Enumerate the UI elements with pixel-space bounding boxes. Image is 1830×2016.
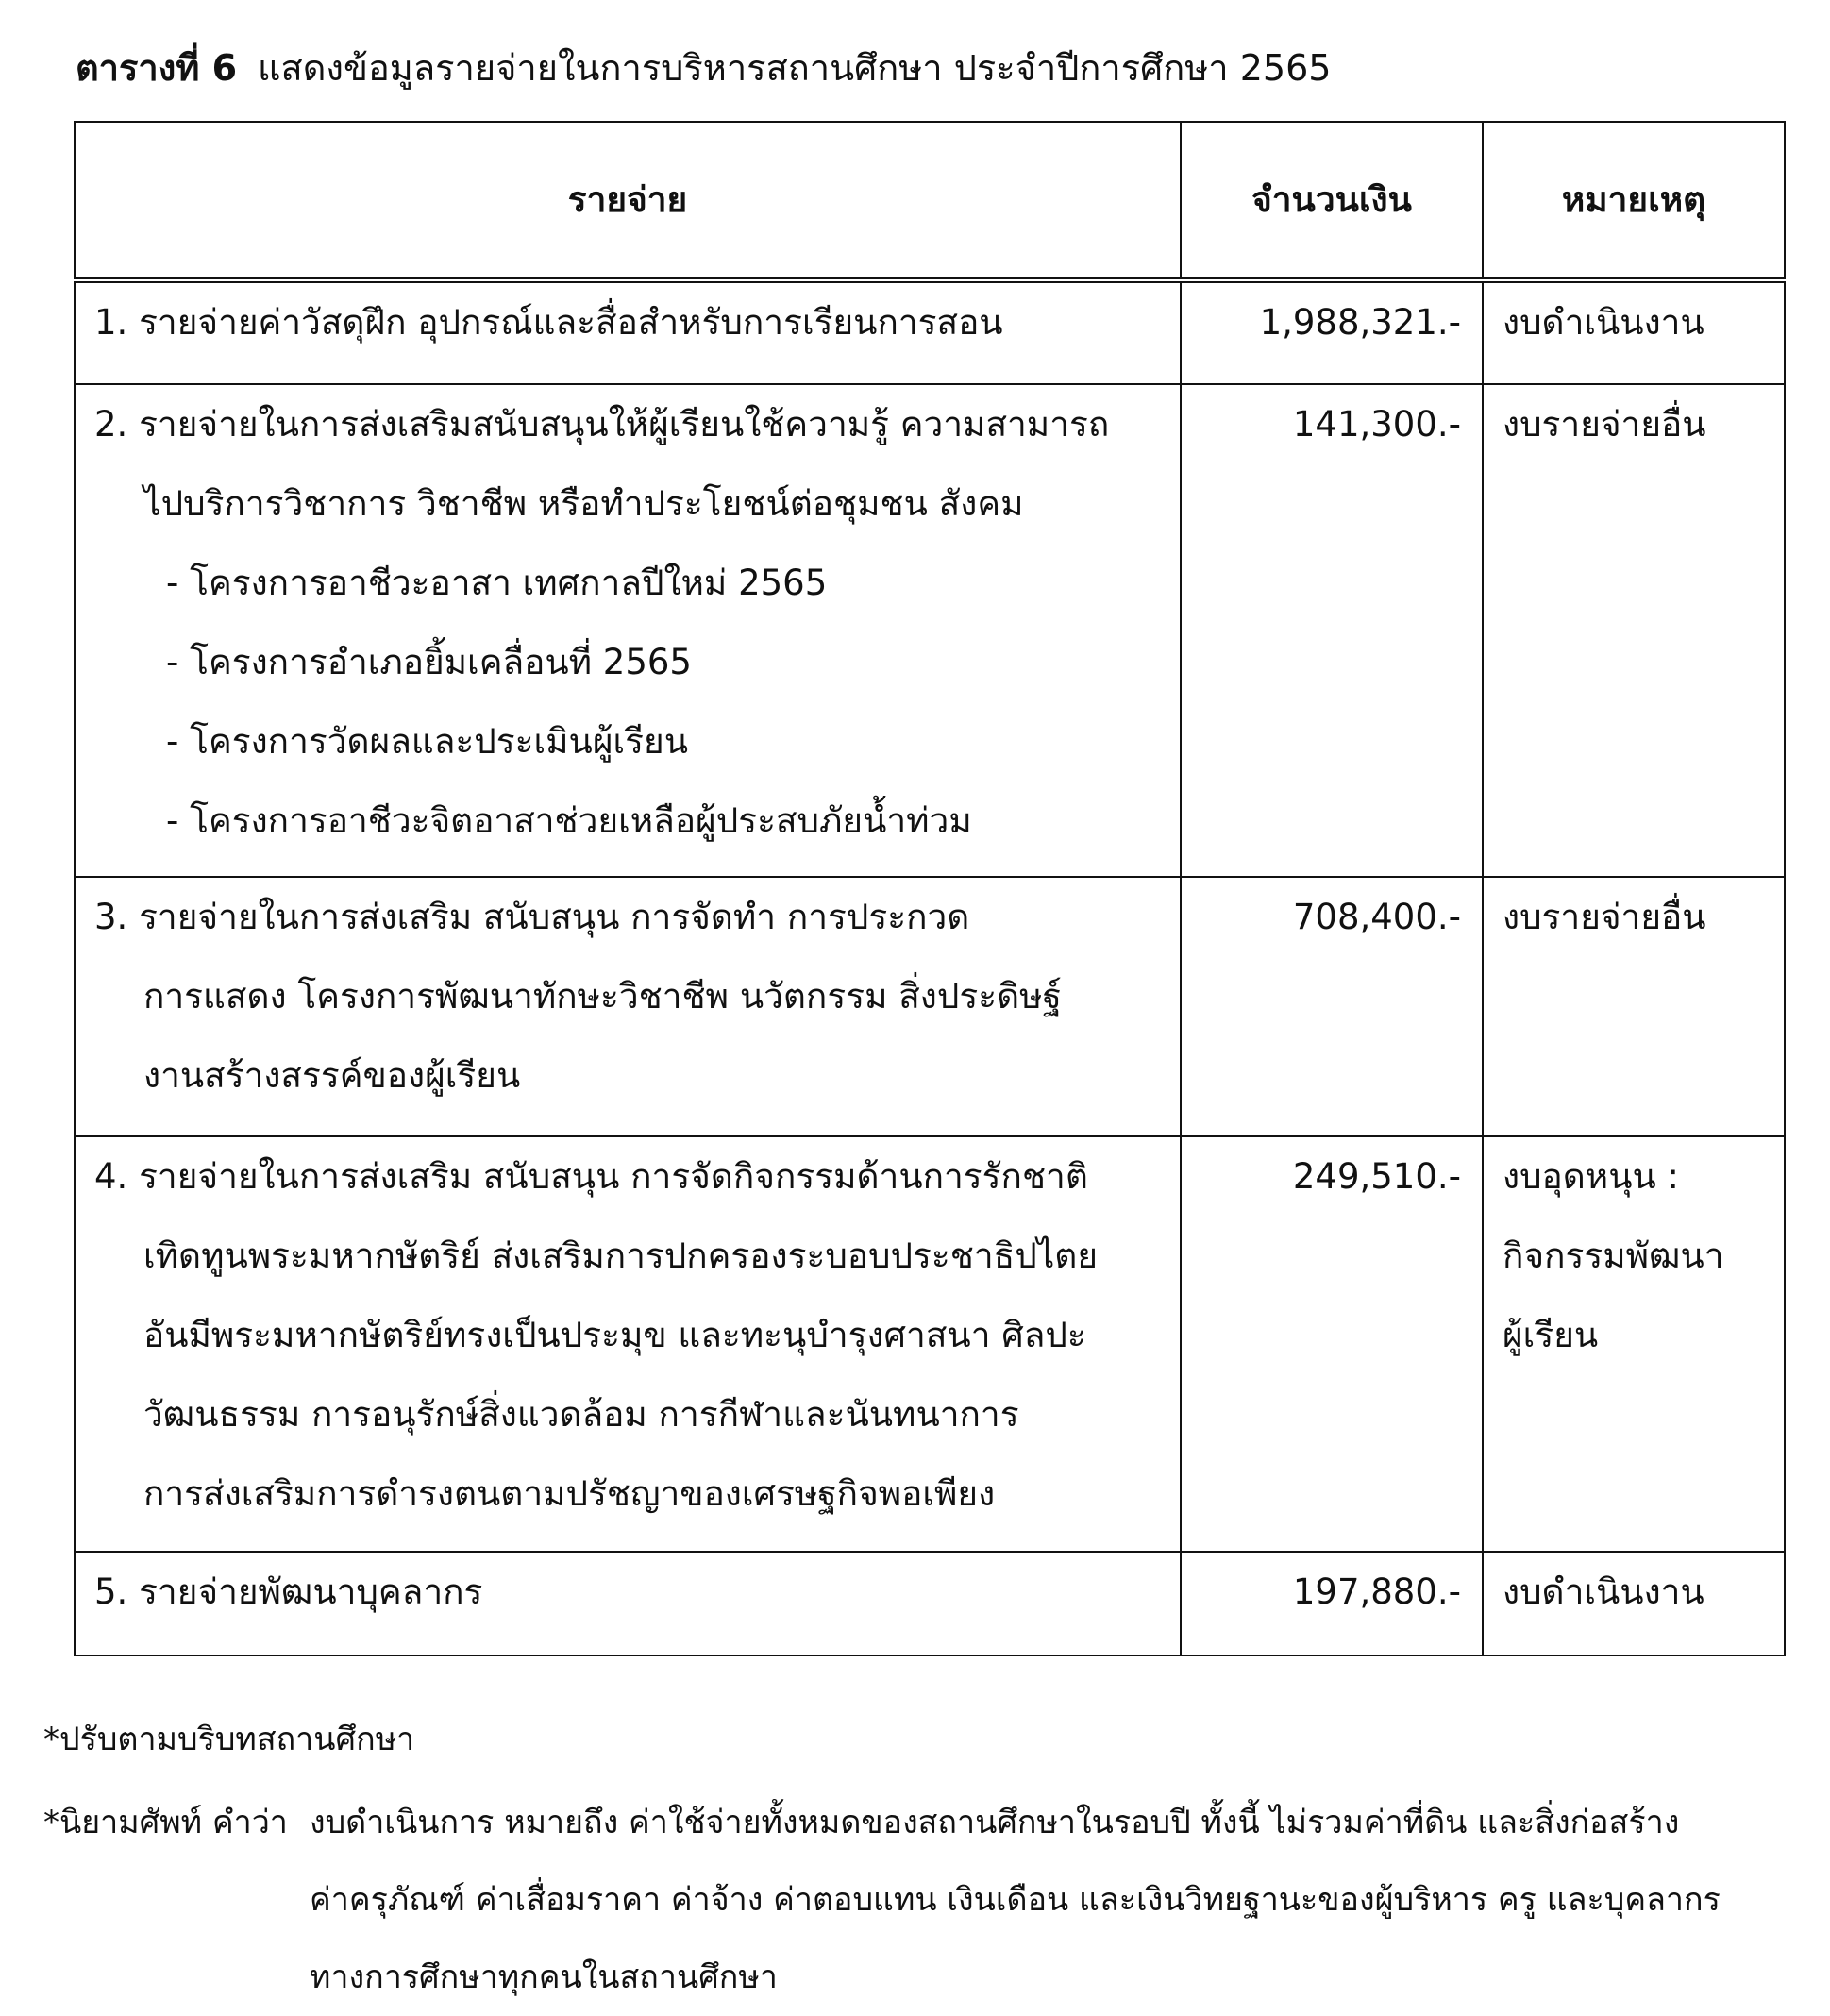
header-amount: จำนวนเงิน <box>1181 122 1483 280</box>
project-item: - โครงการอาชีวะอาสา เทศกาลปีใหม่ 2565 <box>166 563 828 603</box>
expense-line: ไปบริการวิชาการ วิชาชีพ หรือทำประโยชน์ต่อชุมชน สังคม <box>143 483 1024 524</box>
caption-text: แสดงข้อมูลรายจ่ายในการบริหารสถานศึกษา ประจำปีการศึกษา 2565 <box>258 47 1332 89</box>
definition-line: ค่าครุภัณฑ์ ค่าเสื่อมราคา ค่าจ้าง ค่าตอบแทน เงินเดือน และเงินวิทยฐานะของผู้บริหาร ครู และบุคลากร <box>310 1881 1721 1919</box>
definition-line: ทางการศึกษาทุกคนในสถานศึกษา <box>310 1958 778 1996</box>
expense-line: 4. รายจ่ายในการส่งเสริม สนับสนุน การจัดกิจกรรมด้านการรักชาติ <box>94 1156 1088 1197</box>
note-line: ผู้เรียน <box>1503 1315 1599 1355</box>
note-cell <box>1483 877 1785 1136</box>
footnote-definition-label: *นิยามศัพท์ คำว่า <box>43 1804 288 1841</box>
expense-line: 1. รายจ่ายค่าวัสดุฝึก อุปกรณ์และสื่อสำหรับการเรียนการสอน <box>94 302 1003 343</box>
note-line: กิจกรรมพัฒนา <box>1503 1235 1724 1276</box>
amount-cell: 708,400.- <box>1181 877 1483 1136</box>
header-expense: รายจ่าย <box>75 122 1181 280</box>
header-note: หมายเหตุ <box>1483 122 1785 280</box>
expense-cell <box>75 280 1181 384</box>
expense-cell <box>75 877 1181 1136</box>
expense-line: 2. รายจ่ายในการส่งเสริมสนับสนุนให้ผู้เรียนใช้ความรู้ ความสามารถ <box>94 404 1110 445</box>
caption-label: ตารางที่ 6 <box>76 47 238 89</box>
definition-line: งบดำเนินการ หมายถึง ค่าใช้จ่ายทั้งหมดของสถานศึกษาในรอบปี ทั้งนี้ ไม่รวมค่าที่ดิน และสิ่งก่อสร้าง <box>310 1804 1680 1841</box>
note-cell <box>1483 384 1785 877</box>
note-line: งบดำเนินงาน <box>1503 302 1704 343</box>
note-cell <box>1483 280 1785 384</box>
project-item: - โครงการอำเภอยิ้มเคลื่อนที่ 2565 <box>166 642 692 682</box>
amount-cell: 197,880.- <box>1181 1552 1483 1655</box>
note-cell <box>1483 1552 1785 1655</box>
amount-cell: 1,988,321.- <box>1181 280 1483 384</box>
note-line: งบรายจ่ายอื่น <box>1503 897 1706 937</box>
expense-line: การแสดง โครงการพัฒนาทักษะวิชาชีพ นวัตกรรม สิ่งประดิษฐ์ <box>143 976 1062 1016</box>
note-line: งบอุดหนุน : <box>1503 1156 1680 1197</box>
table-caption <box>76 40 1331 96</box>
note-line: งบดำเนินงาน <box>1503 1571 1704 1612</box>
footnote-definition <box>310 1784 1721 2016</box>
note-cell <box>1483 1136 1785 1552</box>
table-row <box>75 1136 1785 1552</box>
expense-table <box>74 121 1786 1656</box>
expense-line: 5. รายจ่ายพัฒนาบุคลากร <box>94 1571 483 1612</box>
expense-line: การส่งเสริมการดำรงตนตามปรัชญาของเศรษฐกิจพอเพียง <box>143 1473 996 1514</box>
project-item: - โครงการอาชีวะจิตอาสาช่วยเหลือผู้ประสบภัยน้ำท่วม <box>166 800 972 841</box>
table-row <box>75 280 1785 384</box>
amount-cell: 141,300.- <box>1181 384 1483 877</box>
amount-cell: 249,510.- <box>1181 1136 1483 1552</box>
expense-line: งานสร้างสรรค์ของผู้เรียน <box>143 1055 521 1096</box>
expense-line: อันมีพระมหากษัตริย์ทรงเป็นประมุข และทะนุบำรุงศาสนา ศิลปะ <box>143 1315 1086 1355</box>
expense-line: วัฒนธรรม การอนุรักษ์สิ่งแวดล้อม การกีฬาและนันทนาการ <box>143 1394 1019 1435</box>
project-item: - โครงการวัดผลและประเมินผู้เรียน <box>166 721 689 762</box>
expense-line: 3. รายจ่ายในการส่งเสริม สนับสนุน การจัดทำ การประกวด <box>94 897 970 937</box>
table-row <box>75 384 1785 877</box>
table-row <box>75 1552 1785 1655</box>
note-line: งบรายจ่ายอื่น <box>1503 404 1706 445</box>
expense-cell <box>75 384 1181 877</box>
expense-line: เทิดทูนพระมหากษัตริย์ ส่งเสริมการปกครองระบอบประชาธิปไตย <box>143 1235 1099 1276</box>
expense-cell <box>75 1552 1181 1655</box>
footnote-adjust: *ปรับตามบริบทสถานศึกษา <box>43 1721 415 1758</box>
header-row <box>75 122 1785 280</box>
expense-cell <box>75 1136 1181 1552</box>
table-row <box>75 877 1785 1136</box>
